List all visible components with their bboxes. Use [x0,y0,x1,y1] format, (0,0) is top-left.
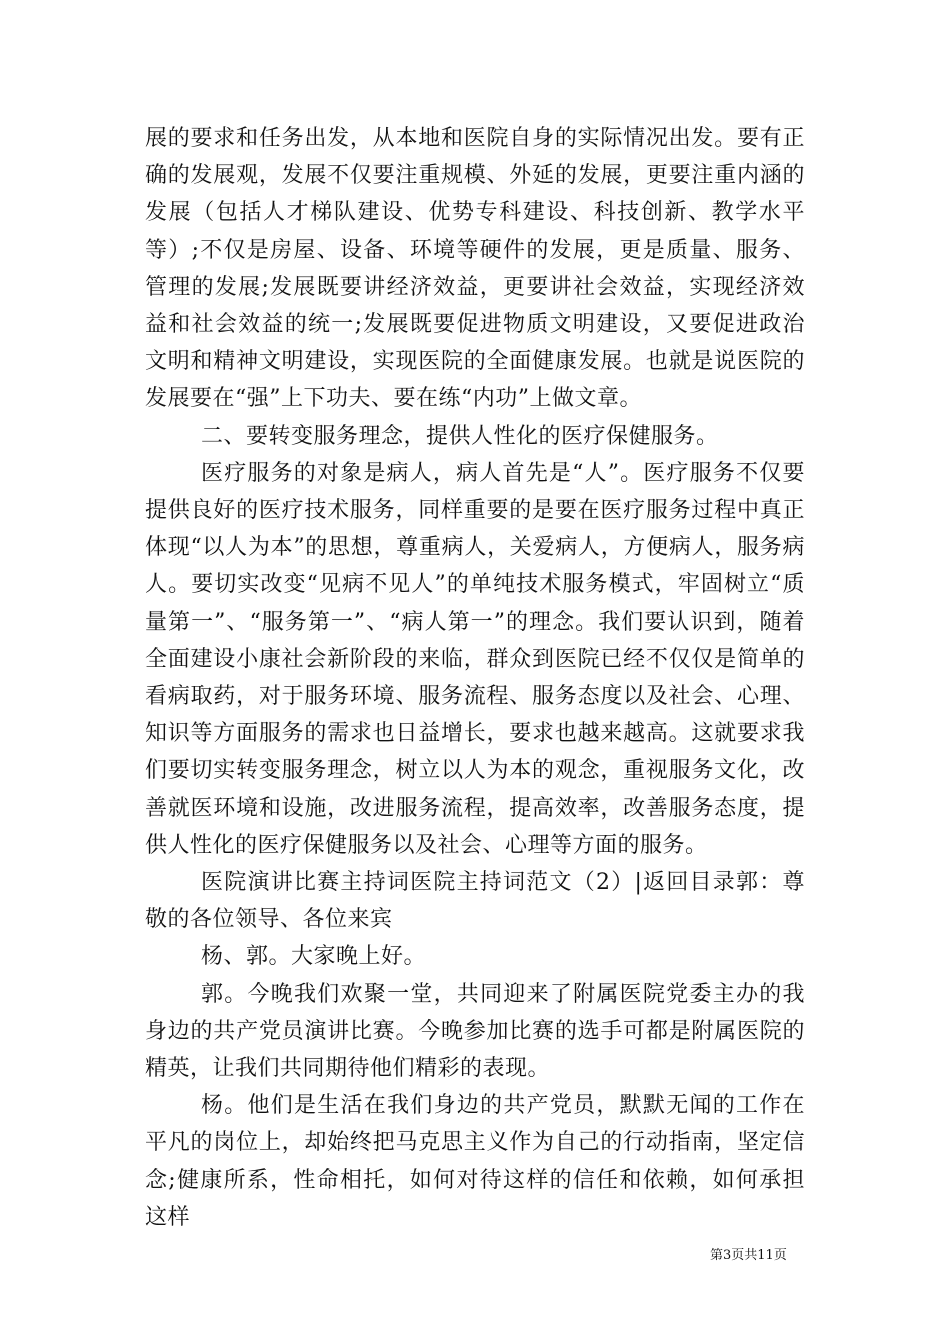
page-number-footer: 第3页共11页 [710,1248,787,1263]
paragraph-4-section-title: 医院演讲比赛主持词医院主持词范文（2）|返回目录郭：尊敬的各位领导、各位来宾 [145,870,805,933]
paragraph-5: 杨、郭。大家晚上好。 [201,944,427,970]
paragraph-6: 郭。今晚我们欢聚一堂，共同迎来了附属医院党委主办的我身边的共产党员演讲比赛。今晚参加比赛的选手可都是附属医院的精英，让我们共同期待他们精彩的表现。 [145,981,805,1082]
paragraph-1: 展的要求和任务出发，从本地和医院自身的实际情况出发。要有正确的发展观，发展不仅要注重规模、外延的发展，更要注重内涵的发展（包括人才梯队建设、优势专科建设、科技创新、教学水平等）;不仅是房屋、设备、环境等硬件的发展，更是质量、服务、管理的发展;发展既要讲经济效益，更要讲社会效益，实现经济效益和社会效益的统一;发展既要促进物质文明建设，又要促进政治文明和精神文明建设，实现医院的全面健康发展。也就是说医院的发展要在“强”上下功夫、要在练“内功”上做文章。 [145,126,805,412]
paragraph-2-heading: 二、要转变服务理念，提供人性化的医疗保健服务。 [201,423,719,449]
paragraph-7: 杨。他们是生活在我们身边的共产党员，默默无闻的工作在平凡的岗位上，却始终把马克思主义作为自己的行动指南，坚定信念;健康所系，性命相托，如何对待这样的信任和依赖，如何承担这样 [145,1093,805,1230]
paragraph-3: 医疗服务的对象是病人，病人首先是“人”。医疗服务不仅要提供良好的医疗技术服务，同样重要的是要在医疗服务过程中真正体现“以人为本”的思想，尊重病人，关爱病人，方便病人，服务病人。要切实改变“见病不见人”的单纯技术服务模式，牢固树立“质量第一”、“服务第一”、“病人第一”的理念。我们要认识到，随着全面建设小康社会新阶段的来临，群众到医院已经不仅仅是简单的看病取药，对于服务环境、服务流程、服务态度以及社会、心理、知识等方面服务的需求也日益增长，要求也越来越高。这就要求我们要切实转变服务理念，树立以人为本的观念，重视服务文化，改善就医环境和设施，改进服务流程，提高效率，改善服务态度，提供人性化的医疗保健服务以及社会、心理等方面的服务。 [145,460,805,858]
document-body [145,120,805,1236]
